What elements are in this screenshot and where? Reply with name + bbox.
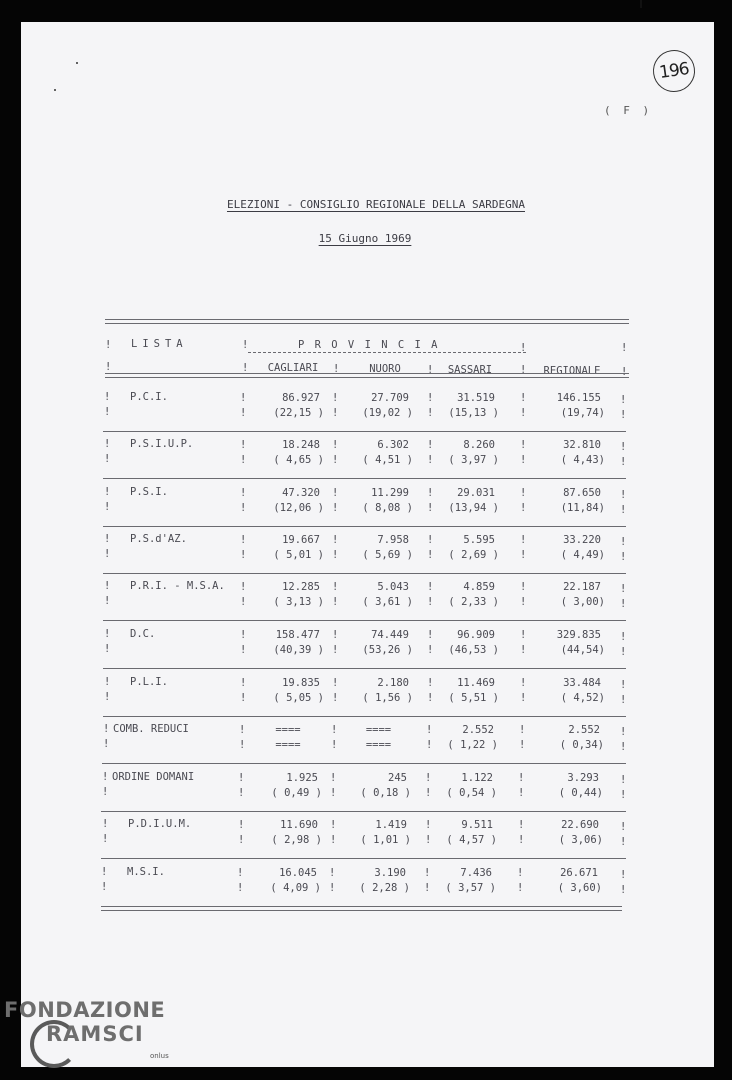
cagliari-value: 18.248 (282, 439, 320, 451)
nuoro-value: 74.449 (371, 629, 409, 641)
row-label: P.R.I. - M.S.A. (130, 580, 225, 592)
watermark-line2: RAMSCI (46, 1022, 144, 1046)
cagliari-value: ==== (275, 724, 301, 736)
col-border: ! (518, 772, 525, 784)
row-border: ! (620, 536, 627, 548)
sassari-value: 2.552 (462, 724, 494, 736)
header-nuoro: NUORO (369, 363, 401, 375)
watermark-line3: onlus (150, 1052, 169, 1060)
document-title: ELEZIONI - CONSIGLIO REGIONALE DELLA SARDEGNA (226, 198, 525, 211)
col-border: ! (519, 724, 526, 736)
col-border: ! (424, 867, 431, 879)
nuoro-value: 3.190 (374, 867, 406, 879)
col-border: ! (520, 581, 527, 593)
sassari-percent: ( 3,97 ) (448, 454, 499, 466)
cagliari-percent: (22,15 ) (273, 407, 324, 419)
regionale-value: 2.552 (568, 724, 600, 736)
regionale-value: 146.155 (556, 392, 601, 404)
row-border: ! (620, 394, 627, 406)
cagliari-value: 19.835 (282, 677, 320, 689)
row-border: ! (104, 628, 111, 640)
col-border: ! (240, 439, 247, 451)
row-label: M.S.I. (127, 866, 165, 878)
col-border: ! (332, 534, 339, 546)
col-border: ! (520, 534, 527, 546)
sassari-value: 4.859 (463, 581, 495, 593)
sassari-percent: (15,13 ) (448, 407, 499, 419)
header-sassari: SASSARI (447, 364, 493, 376)
nuoro-percent: ( 1,01 ) (360, 834, 411, 846)
col-border: ! (240, 502, 247, 514)
row-label: P.S.I.U.P. (130, 438, 194, 450)
fondazione-gramsci-watermark (4, 998, 194, 1080)
nuoro-percent: ( 8,08 ) (362, 502, 413, 514)
col-border: ! (240, 407, 247, 419)
corner-mark: ( F ) (604, 104, 653, 117)
row-border: ! (104, 501, 111, 513)
regionale-value: 33.220 (563, 534, 601, 546)
row-border: ! (102, 786, 109, 798)
cagliari-value: 19.667 (282, 534, 320, 546)
row-separator (103, 526, 626, 527)
row-border: ! (101, 881, 108, 893)
row-label: P.S.d'AZ. (130, 533, 187, 545)
header-regionale: REGIONALE (543, 365, 601, 377)
regionale-percent: (19,74) (560, 407, 605, 419)
col-border: ! (425, 819, 432, 831)
regionale-percent: ( 0,34) (559, 739, 604, 751)
col-border: ! (427, 629, 434, 641)
col-border: ! (425, 787, 432, 799)
col-border: ! (520, 407, 527, 419)
row-border: ! (103, 723, 110, 735)
cagliari-percent: (12,06 ) (273, 502, 324, 514)
col-border: ! (332, 502, 339, 514)
row-border: ! (620, 836, 627, 848)
row-border: ! (620, 789, 627, 801)
regionale-percent: ( 3,00) (560, 596, 605, 608)
cagliari-value: 16.045 (279, 867, 317, 879)
row-border: ! (620, 489, 627, 501)
col-border: ! (520, 549, 527, 561)
sassari-value: 96.909 (457, 629, 495, 641)
nuoro-value: ==== (365, 724, 392, 736)
col-border: ! (520, 692, 527, 704)
col-border: ! (518, 787, 525, 799)
table-bottom-rule (101, 906, 622, 911)
col-border: ! (240, 534, 247, 546)
row-label: P.S.I. (130, 486, 168, 498)
col-border: ! (520, 342, 527, 354)
row-label: D.C. (130, 628, 156, 640)
row-label: P.C.I. (130, 391, 168, 403)
row-border: ! (620, 646, 627, 658)
row-border: ! (621, 342, 628, 354)
col-border: ! (517, 867, 524, 879)
regionale-value: 22.690 (561, 819, 599, 831)
row-border: ! (620, 679, 627, 691)
row-border: ! (104, 548, 111, 560)
row-border: ! (104, 595, 111, 607)
col-border: ! (426, 724, 433, 736)
row-border: ! (104, 691, 111, 703)
col-border: ! (239, 739, 246, 751)
nuoro-percent: ( 3,61 ) (362, 596, 413, 608)
col-border: ! (239, 724, 246, 736)
watermark-line1: FONDAZIONE (4, 998, 166, 1022)
row-border: ! (102, 818, 109, 830)
col-border: ! (427, 596, 434, 608)
sassari-percent: ( 2,69 ) (448, 549, 499, 561)
sassari-percent: ( 5,51 ) (448, 692, 499, 704)
sassari-value: 5.595 (463, 534, 495, 546)
nuoro-value: 245 (388, 772, 407, 784)
row-border: ! (104, 580, 111, 592)
row-border: ! (620, 884, 627, 896)
col-border: ! (330, 772, 337, 784)
sassari-percent: ( 4,57 ) (446, 834, 497, 846)
regionale-value: 3.293 (567, 772, 599, 784)
col-border: ! (240, 629, 247, 641)
regionale-percent: ( 3,06) (558, 834, 603, 846)
row-border: ! (104, 486, 111, 498)
col-border: ! (519, 739, 526, 751)
col-border: ! (332, 596, 339, 608)
regionale-percent: ( 0,44) (558, 787, 603, 799)
col-border: ! (427, 581, 434, 593)
col-border: ! (333, 363, 340, 375)
col-border: ! (425, 834, 432, 846)
nuoro-percent: ( 4,51 ) (362, 454, 413, 466)
row-border: ! (104, 406, 111, 418)
row-separator (103, 620, 626, 621)
row-border: ! (103, 738, 110, 750)
header-cagliari: CAGLIARI (267, 362, 319, 374)
row-label: COMB. REDUCI (113, 723, 189, 735)
cagliari-percent: ( 4,65 ) (273, 454, 324, 466)
speck (54, 89, 56, 91)
nuoro-value: 27.709 (371, 392, 409, 404)
sassari-percent: (46,53 ) (448, 644, 499, 656)
sassari-percent: ( 3,57 ) (445, 882, 496, 894)
row-border: ! (105, 361, 112, 373)
sassari-percent: ( 0,54 ) (446, 787, 497, 799)
col-border: ! (332, 439, 339, 451)
sassari-value: 9.511 (461, 819, 493, 831)
col-border: ! (332, 407, 339, 419)
row-label: P.D.I.U.M. (128, 818, 192, 830)
nuoro-percent: ( 5,69 ) (362, 549, 413, 561)
col-border: ! (424, 882, 431, 894)
col-border: ! (331, 739, 338, 751)
col-border: ! (520, 487, 527, 499)
regionale-percent: (11,84) (560, 502, 605, 514)
row-border: ! (620, 504, 627, 516)
row-separator (101, 811, 626, 812)
row-separator (102, 763, 626, 764)
col-border: ! (240, 596, 247, 608)
col-border: ! (240, 549, 247, 561)
col-border: ! (238, 772, 245, 784)
sassari-value: 1.122 (461, 772, 493, 784)
row-border: ! (104, 533, 111, 545)
col-border: ! (332, 487, 339, 499)
row-border: ! (620, 694, 627, 706)
col-border: ! (329, 867, 336, 879)
col-border: ! (242, 362, 249, 374)
row-separator (103, 668, 626, 669)
speck (76, 62, 78, 64)
row-border: ! (104, 643, 111, 655)
col-border: ! (520, 364, 527, 376)
col-border: ! (425, 772, 432, 784)
col-border: ! (237, 867, 244, 879)
col-border: ! (520, 454, 527, 466)
regionale-value: 33.484 (563, 677, 601, 689)
cagliari-percent: ( 5,01 ) (273, 549, 324, 561)
col-border: ! (330, 834, 337, 846)
nuoro-percent: ( 1,56 ) (362, 692, 413, 704)
sassari-percent: ( 1,22 ) (447, 739, 498, 751)
regionale-percent: ( 4,43) (560, 454, 605, 466)
row-border: ! (620, 869, 627, 881)
regionale-percent: ( 4,52) (560, 692, 605, 704)
col-border: ! (238, 834, 245, 846)
col-border: ! (330, 787, 337, 799)
row-border: ! (620, 631, 627, 643)
row-label: ORDINE DOMANI (112, 771, 195, 783)
row-border: ! (620, 821, 627, 833)
col-border: ! (427, 677, 434, 689)
col-border: ! (332, 692, 339, 704)
provincia-underline (248, 352, 526, 353)
cagliari-percent: ==== (275, 739, 301, 751)
cagliari-value: 158.477 (275, 629, 320, 641)
sassari-value: 29.031 (457, 487, 495, 499)
col-border: ! (332, 629, 339, 641)
cagliari-value: 11.690 (280, 819, 318, 831)
col-border: ! (520, 392, 527, 404)
regionale-value: 22.187 (563, 581, 601, 593)
sassari-value: 11.469 (457, 677, 495, 689)
cagliari-percent: ( 5,05 ) (273, 692, 324, 704)
col-border: ! (518, 819, 525, 831)
row-label: P.L.I. (130, 676, 168, 688)
cagliari-percent: ( 2,98 ) (271, 834, 322, 846)
row-border: ! (101, 866, 108, 878)
row-border: ! (105, 339, 112, 351)
col-border: ! (427, 502, 434, 514)
regionale-percent: ( 4,49) (560, 549, 605, 561)
header-lista: LISTA (131, 338, 188, 350)
nuoro-percent: ( 2,28 ) (359, 882, 410, 894)
col-border: ! (330, 819, 337, 831)
row-border: ! (620, 409, 627, 421)
nuoro-value: 11.299 (371, 487, 409, 499)
row-border: ! (102, 833, 109, 845)
col-border: ! (332, 644, 339, 656)
col-border: ! (332, 549, 339, 561)
col-border: ! (427, 364, 434, 376)
regionale-value: 26.671 (560, 867, 598, 879)
col-border: ! (240, 581, 247, 593)
nuoro-value: 1.419 (375, 819, 407, 831)
cagliari-percent: ( 0,49 ) (271, 787, 322, 799)
nuoro-value: 6.302 (377, 439, 409, 451)
row-border: ! (104, 438, 111, 450)
document-date: 15 Giugno 1969 (318, 232, 412, 245)
header-provincia: P R O V I N C I A (298, 339, 440, 351)
row-separator (103, 478, 626, 479)
col-border: ! (240, 644, 247, 656)
col-border: ! (427, 392, 434, 404)
col-border: ! (520, 596, 527, 608)
nuoro-percent: ( 0,18 ) (360, 787, 411, 799)
row-border: ! (620, 583, 627, 595)
col-border: ! (332, 392, 339, 404)
col-border: ! (427, 692, 434, 704)
col-border: ! (520, 644, 527, 656)
col-border: ! (427, 644, 434, 656)
cagliari-percent: ( 3,13 ) (273, 596, 324, 608)
col-border: ! (426, 739, 433, 751)
row-separator (101, 858, 626, 859)
row-border: ! (620, 726, 627, 738)
col-border: ! (427, 454, 434, 466)
col-border: ! (240, 677, 247, 689)
col-border: ! (238, 787, 245, 799)
col-border: ! (427, 407, 434, 419)
sassari-percent: (13,94 ) (448, 502, 499, 514)
col-border: ! (517, 882, 524, 894)
row-border: ! (620, 598, 627, 610)
cagliari-value: 1.925 (286, 772, 318, 784)
col-border: ! (518, 834, 525, 846)
nuoro-percent: (53,26 ) (362, 644, 413, 656)
row-border: ! (102, 771, 109, 783)
col-border: ! (242, 339, 249, 351)
col-border: ! (520, 677, 527, 689)
col-border: ! (332, 454, 339, 466)
sassari-value: 31.519 (457, 392, 495, 404)
nuoro-value: 5.043 (377, 581, 409, 593)
col-border: ! (240, 454, 247, 466)
row-border: ! (104, 453, 111, 465)
page-number-stamp: 196 (650, 47, 697, 94)
row-separator (103, 431, 626, 432)
regionale-value: 87.650 (563, 487, 601, 499)
col-border: ! (237, 882, 244, 894)
cagliari-value: 47.320 (282, 487, 320, 499)
col-border: ! (331, 724, 338, 736)
col-border: ! (238, 819, 245, 831)
regionale-value: 329.835 (556, 629, 601, 641)
row-separator (103, 716, 626, 717)
col-border: ! (332, 677, 339, 689)
nuoro-value: 7.958 (377, 534, 409, 546)
col-border: ! (240, 692, 247, 704)
row-border: ! (620, 551, 627, 563)
col-border: ! (520, 439, 527, 451)
regionale-percent: ( 3,60) (557, 882, 602, 894)
scan-mark (640, 0, 642, 8)
table-top-rule (105, 319, 629, 324)
cagliari-percent: ( 4,09 ) (270, 882, 321, 894)
regionale-percent: (44,54) (560, 644, 605, 656)
row-separator (103, 573, 626, 574)
col-border: ! (520, 629, 527, 641)
row-border: ! (104, 676, 111, 688)
col-border: ! (240, 392, 247, 404)
header-bottom-rule (105, 373, 629, 378)
row-border: ! (620, 441, 627, 453)
col-border: ! (427, 439, 434, 451)
cagliari-value: 86.927 (282, 392, 320, 404)
cagliari-value: 12.285 (282, 581, 320, 593)
sassari-percent: ( 2,33 ) (448, 596, 499, 608)
sassari-value: 8.260 (463, 439, 495, 451)
row-border: ! (620, 456, 627, 468)
nuoro-percent: ==== (365, 739, 392, 751)
col-border: ! (329, 882, 336, 894)
row-border: ! (104, 391, 111, 403)
col-border: ! (427, 487, 434, 499)
col-border: ! (427, 549, 434, 561)
col-border: ! (332, 581, 339, 593)
regionale-value: 32.810 (563, 439, 601, 451)
nuoro-value: 2.180 (377, 677, 409, 689)
cagliari-percent: (40,39 ) (273, 644, 324, 656)
col-border: ! (427, 534, 434, 546)
col-border: ! (240, 487, 247, 499)
sassari-value: 7.436 (460, 867, 492, 879)
col-border: ! (520, 502, 527, 514)
nuoro-percent: (19,02 ) (362, 407, 413, 419)
row-border: ! (621, 366, 628, 378)
row-border: ! (620, 774, 627, 786)
row-border: ! (620, 741, 627, 753)
